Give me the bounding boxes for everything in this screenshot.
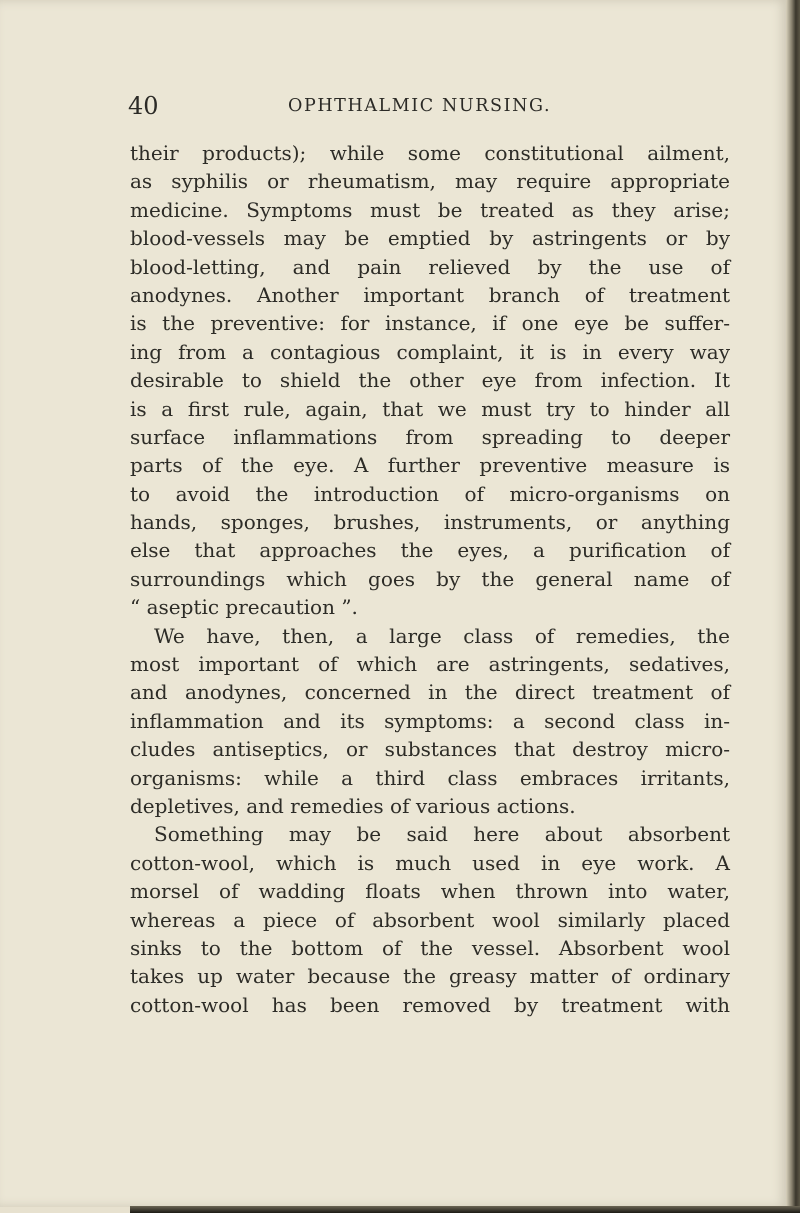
text-line: takes up water because the greasy matter of ordinary — [130, 964, 730, 989]
text-line: their products); while some constitutional ailment, — [130, 141, 730, 165]
running-head — [128, 92, 728, 122]
text-line: morsel of wadding floats when thrown into water, — [130, 879, 730, 904]
text-line: most important of which are astringents, sedatives, — [130, 652, 730, 677]
text-line: hands, sponges, brushes, instruments, or anything — [130, 510, 730, 535]
text-line: cotton-wool, which is much used in eye work. A — [130, 850, 730, 875]
body-text — [130, 139, 730, 1019]
text-line: sinks to the bottom of the vessel. Absorbent wool — [130, 935, 730, 960]
text-line: is the preventive: for instance, if one eye be suffer- — [130, 311, 730, 336]
text-line: cotton-wool has been removed by treatment with — [130, 992, 730, 1017]
text-line: We have, then, a large class of remedies, the — [154, 623, 730, 648]
text-line: desirable to shield the other eye from infection. It — [130, 368, 730, 393]
text-line: “ aseptic precaution ”. — [130, 595, 358, 620]
text-line: as syphilis or rheumatism, may require appropriate — [130, 169, 730, 194]
text-line: Something may be said here about absorbent — [154, 822, 730, 847]
text-line: organisms: while a third class embraces irritants, — [130, 765, 730, 790]
text-line: parts of the eye. A further preventive measure is — [130, 453, 730, 478]
text-line: anodynes. Another important branch of treatment — [130, 282, 730, 307]
text-line: medicine. Symptoms must be treated as they arise; — [130, 197, 730, 222]
text-line: ing from a contagious complaint, it is in every way — [130, 339, 730, 364]
text-line: blood-letting, and pain relieved by the use of — [130, 254, 730, 279]
text-line: surroundings which goes by the general name of — [130, 566, 730, 591]
text-line: cludes antiseptics, or substances that destroy micro- — [130, 737, 730, 762]
running-title: OPHTHALMIC NURSING. — [288, 96, 552, 116]
text-line: to avoid the introduction of micro-organisms on — [130, 481, 730, 506]
text-line: surface inflammations from spreading to deeper — [130, 424, 730, 449]
book-spine-edge — [786, 0, 800, 1213]
text-line: else that approaches the eyes, a purification of — [130, 538, 730, 563]
text-line: inflammation and its symptoms: a second class in- — [130, 708, 730, 733]
page-bottom-edge — [130, 1206, 800, 1213]
text-line: depletives, and remedies of various actions. — [130, 793, 576, 818]
text-line: and anodynes, concerned in the direct treatment of — [130, 680, 730, 705]
page-number: 40 — [128, 92, 159, 120]
text-line: whereas a piece of absorbent wool similarly placed — [130, 907, 730, 932]
text-line: is a first rule, again, that we must try to hinder all — [130, 396, 730, 421]
text-line: blood-vessels may be emptied by astringents or by — [130, 226, 730, 251]
